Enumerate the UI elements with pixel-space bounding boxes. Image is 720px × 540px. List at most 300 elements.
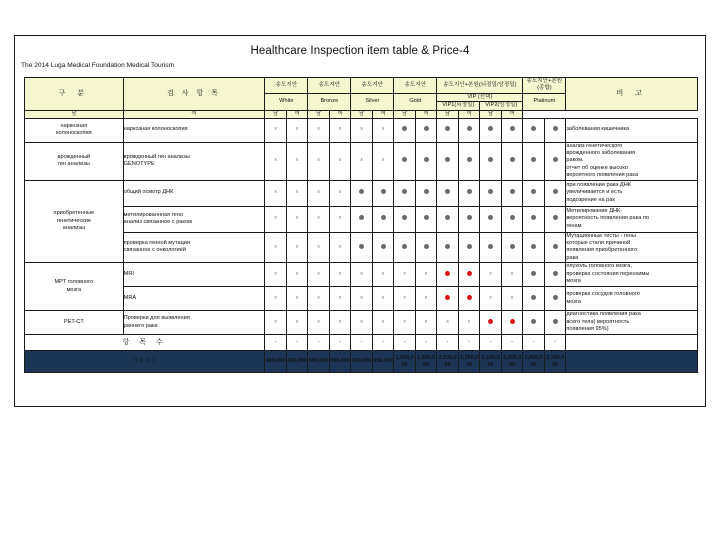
included-dot-icon xyxy=(510,215,515,220)
cell-mark xyxy=(415,142,437,180)
count-value: - xyxy=(372,335,394,351)
excluded-x-icon: x xyxy=(317,157,320,164)
th-sex-female-6: 여 xyxy=(501,110,523,118)
total-price: 2,100,000 xyxy=(437,351,459,373)
count-value: - xyxy=(394,335,416,351)
table-row xyxy=(25,311,698,335)
cell-mark xyxy=(329,311,351,335)
excluded-x-icon: x xyxy=(274,126,277,133)
included-dot-icon xyxy=(359,189,364,194)
cell-mark xyxy=(286,142,308,180)
cell-mark xyxy=(308,206,330,232)
cell-mark xyxy=(265,206,287,232)
page-title: Healthcare Inspection item table & Price-4 xyxy=(250,45,470,57)
cell-mark xyxy=(437,311,459,335)
excluded-x-icon: x xyxy=(317,189,320,196)
th-sex-female-2: 여 xyxy=(329,110,351,118)
cell-mark xyxy=(480,263,502,287)
cell-mark xyxy=(308,287,330,311)
excluded-x-icon: x xyxy=(338,189,342,196)
table-head xyxy=(25,78,698,119)
page-subtitle: The 2014 Luga Medical Foundation Medical Tourism xyxy=(21,62,175,69)
table-body xyxy=(25,118,698,372)
cell-mark xyxy=(437,118,459,142)
cell-mark xyxy=(265,263,287,287)
count-value: - xyxy=(523,335,545,351)
row-item: общий осмотр ДНК xyxy=(123,180,265,206)
cell-mark xyxy=(458,311,480,335)
th-sex-male-6: 남 xyxy=(480,110,502,118)
row-division: приобретенные генетические анализы xyxy=(25,180,124,263)
th-pkg-kr-white: 송도지안 xyxy=(265,78,308,94)
cell-mark xyxy=(394,118,416,142)
cell-mark xyxy=(308,263,330,287)
excluded-x-icon: x xyxy=(338,126,342,133)
cell-mark xyxy=(308,311,330,335)
total-price: 2,200,000 xyxy=(501,351,523,373)
cell-mark xyxy=(480,118,502,142)
cell-mark xyxy=(329,118,351,142)
total-row xyxy=(25,351,698,373)
option-dot-icon xyxy=(488,319,493,324)
included-dot-icon xyxy=(553,244,558,249)
cell-mark xyxy=(372,311,394,335)
excluded-x-icon: x xyxy=(338,157,342,164)
th-item: 검 사 항 목 xyxy=(123,78,265,111)
included-dot-icon xyxy=(531,126,536,131)
excluded-x-icon: x xyxy=(338,215,342,222)
total-label: 이용요금 xyxy=(25,351,265,373)
cell-mark xyxy=(286,263,308,287)
included-dot-icon xyxy=(531,215,536,220)
th-division: 구 분 xyxy=(25,78,124,111)
th-pkg-gold: Gold xyxy=(394,93,437,110)
cell-mark xyxy=(351,142,373,180)
total-price: 1,500,000 xyxy=(415,351,437,373)
excluded-x-icon: x xyxy=(317,243,320,250)
th-pkg-vip-group: VIP (선택) xyxy=(437,93,523,101)
row-remark: диагностика появления рака всего тела( вероятность появления 95%) xyxy=(566,311,698,335)
cell-mark xyxy=(329,142,351,180)
cell-mark xyxy=(458,180,480,206)
cell-mark xyxy=(415,287,437,311)
included-dot-icon xyxy=(510,244,515,249)
excluded-x-icon: x xyxy=(489,294,492,301)
excluded-x-icon: x xyxy=(381,126,385,133)
cell-mark xyxy=(372,180,394,206)
excluded-x-icon: x xyxy=(424,318,428,325)
total-remark xyxy=(566,351,698,373)
excluded-x-icon: x xyxy=(360,157,363,164)
excluded-x-icon: x xyxy=(295,270,299,277)
excluded-x-icon: x xyxy=(295,215,299,222)
cell-mark xyxy=(308,142,330,180)
included-dot-icon xyxy=(467,244,472,249)
cell-mark xyxy=(351,263,373,287)
cell-mark xyxy=(372,142,394,180)
cell-mark xyxy=(544,118,566,142)
included-dot-icon xyxy=(402,126,407,131)
excluded-x-icon: x xyxy=(274,215,277,222)
included-dot-icon xyxy=(445,157,450,162)
option-dot-icon xyxy=(445,295,450,300)
included-dot-icon xyxy=(445,126,450,131)
cell-mark xyxy=(372,118,394,142)
cell-mark xyxy=(372,232,394,263)
excluded-x-icon: x xyxy=(360,126,363,133)
cell-mark xyxy=(286,311,308,335)
excluded-x-icon: x xyxy=(295,243,299,250)
cell-mark xyxy=(265,180,287,206)
option-dot-icon xyxy=(510,319,515,324)
cell-mark xyxy=(308,180,330,206)
cell-mark xyxy=(544,206,566,232)
count-value: - xyxy=(265,335,287,351)
excluded-x-icon: x xyxy=(317,318,320,325)
total-price: 450,000 xyxy=(286,351,308,373)
included-dot-icon xyxy=(488,244,493,249)
option-dot-icon xyxy=(467,295,472,300)
excluded-x-icon: x xyxy=(403,318,406,325)
included-dot-icon xyxy=(553,271,558,276)
count-value: - xyxy=(415,335,437,351)
th-sex-female-0: 여 xyxy=(123,110,265,118)
cell-mark xyxy=(351,180,373,206)
cell-mark xyxy=(480,311,502,335)
cell-mark xyxy=(351,311,373,335)
th-sex-female-5: 여 xyxy=(458,110,480,118)
cell-mark xyxy=(415,118,437,142)
cell-mark xyxy=(480,180,502,206)
included-dot-icon xyxy=(531,189,536,194)
cell-mark xyxy=(437,232,459,263)
row-division: врожденный ген анализы xyxy=(25,142,124,180)
included-dot-icon xyxy=(359,244,364,249)
th-sex-female-1: 여 xyxy=(286,110,308,118)
included-dot-icon xyxy=(402,244,407,249)
excluded-x-icon: x xyxy=(381,318,385,325)
cell-mark xyxy=(394,180,416,206)
cell-mark xyxy=(523,142,545,180)
cell-mark xyxy=(286,206,308,232)
row-division: PET-CT xyxy=(25,311,124,335)
included-dot-icon xyxy=(510,126,515,131)
excluded-x-icon: x xyxy=(510,270,514,277)
cell-mark xyxy=(523,232,545,263)
included-dot-icon xyxy=(488,189,493,194)
included-dot-icon xyxy=(553,126,558,131)
cell-mark xyxy=(351,118,373,142)
included-dot-icon xyxy=(553,215,558,220)
th-pkg-kr-vip: 송도지안+본원(뇌정밀/암정밀) xyxy=(437,78,523,94)
cell-mark xyxy=(265,311,287,335)
excluded-x-icon: x xyxy=(295,157,299,164)
cell-mark xyxy=(480,287,502,311)
row-remark: Мутационные тесты - гены которые стали причиной появления приобретенного рака xyxy=(566,232,698,263)
cell-mark xyxy=(394,287,416,311)
cell-mark xyxy=(286,287,308,311)
included-dot-icon xyxy=(445,244,450,249)
row-item: MRA xyxy=(123,287,265,311)
excluded-x-icon: x xyxy=(274,189,277,196)
total-price: 550,000 xyxy=(329,351,351,373)
cell-mark xyxy=(458,263,480,287)
included-dot-icon xyxy=(467,126,472,131)
included-dot-icon xyxy=(531,295,536,300)
row-remark: при появлении рака ДНК увеличивается и есть подозрение на рак xyxy=(566,180,698,206)
included-dot-icon xyxy=(467,189,472,194)
included-dot-icon xyxy=(531,157,536,162)
th-sex-male-5: 남 xyxy=(437,110,459,118)
excluded-x-icon: x xyxy=(403,294,406,301)
row-division: наркозная колоноскопия xyxy=(25,118,124,142)
excluded-x-icon: x xyxy=(274,243,277,250)
included-dot-icon xyxy=(553,295,558,300)
cell-mark xyxy=(415,263,437,287)
count-value: - xyxy=(351,335,373,351)
cell-mark xyxy=(286,232,308,263)
cell-mark xyxy=(480,206,502,232)
cell-mark xyxy=(544,142,566,180)
excluded-x-icon: x xyxy=(338,318,342,325)
th-pkg-platinum: Platinum xyxy=(523,93,566,110)
cell-mark xyxy=(437,287,459,311)
count-value: - xyxy=(329,335,351,351)
cell-mark xyxy=(501,311,523,335)
included-dot-icon xyxy=(553,157,558,162)
excluded-x-icon: x xyxy=(489,270,492,277)
excluded-x-icon: x xyxy=(274,294,277,301)
cell-mark xyxy=(523,206,545,232)
th-pkg-kr-bronze: 송도지안 xyxy=(308,78,351,94)
th-pkg-kr-silver: 송도지안 xyxy=(351,78,394,94)
excluded-x-icon: x xyxy=(295,294,299,301)
cell-mark xyxy=(351,232,373,263)
included-dot-icon xyxy=(488,215,493,220)
row-item: наркозная колоноскопия xyxy=(123,118,265,142)
count-value: - xyxy=(480,335,502,351)
included-dot-icon xyxy=(510,157,515,162)
total-price: 1,500,000 xyxy=(394,351,416,373)
excluded-x-icon: x xyxy=(360,270,363,277)
table-row xyxy=(25,287,698,311)
cell-mark xyxy=(394,232,416,263)
included-dot-icon xyxy=(359,215,364,220)
excluded-x-icon: x xyxy=(381,157,385,164)
included-dot-icon xyxy=(402,157,407,162)
cell-mark xyxy=(437,263,459,287)
cell-mark xyxy=(458,206,480,232)
table-row xyxy=(25,263,698,287)
total-price: 2,700,000 xyxy=(544,351,566,373)
cell-mark xyxy=(372,263,394,287)
cell-mark xyxy=(329,232,351,263)
count-value: - xyxy=(544,335,566,351)
included-dot-icon xyxy=(424,126,429,131)
cell-mark xyxy=(372,206,394,232)
cell-mark xyxy=(501,232,523,263)
excluded-x-icon: x xyxy=(510,294,514,301)
table-row xyxy=(25,142,698,180)
included-dot-icon xyxy=(445,215,450,220)
cell-mark xyxy=(329,206,351,232)
cell-mark xyxy=(329,287,351,311)
excluded-x-icon: x xyxy=(317,215,320,222)
excluded-x-icon: x xyxy=(295,318,299,325)
th-pkg-silver: Silver xyxy=(351,93,394,110)
cell-mark xyxy=(501,142,523,180)
cell-mark xyxy=(544,232,566,263)
cell-mark xyxy=(501,287,523,311)
excluded-x-icon: x xyxy=(403,270,406,277)
row-remark: проверка сосудов головного мозга xyxy=(566,287,698,311)
count-remark xyxy=(566,335,698,351)
cell-mark xyxy=(265,232,287,263)
excluded-x-icon: x xyxy=(338,270,342,277)
excluded-x-icon: x xyxy=(317,126,320,133)
row-division: МРТ головного мозга xyxy=(25,263,124,311)
cell-mark xyxy=(458,287,480,311)
cell-mark xyxy=(544,311,566,335)
total-price: 500,000 xyxy=(308,351,330,373)
th-pkg-kr-gold: 송도지안 xyxy=(394,78,437,94)
cell-mark xyxy=(544,263,566,287)
cell-mark xyxy=(437,180,459,206)
cell-mark xyxy=(544,180,566,206)
total-price: 400,000 xyxy=(265,351,287,373)
included-dot-icon xyxy=(445,189,450,194)
th-remark: 비 고 xyxy=(566,78,698,111)
cell-mark xyxy=(286,180,308,206)
cell-mark xyxy=(480,232,502,263)
count-label: 항 목 수 xyxy=(25,335,265,351)
table-row xyxy=(25,180,698,206)
th-sex-male-3: 남 xyxy=(351,110,373,118)
cell-mark xyxy=(308,232,330,263)
price-table xyxy=(24,77,698,373)
included-dot-icon xyxy=(402,189,407,194)
excluded-x-icon: x xyxy=(467,318,471,325)
cell-mark xyxy=(415,232,437,263)
row-item: Проверки для выявления раннего рака xyxy=(123,311,265,335)
row-remark: опухоль головного мозга, проверка состояния перенхимы мозга xyxy=(566,263,698,287)
count-value: - xyxy=(286,335,308,351)
excluded-x-icon: x xyxy=(317,294,320,301)
cell-mark xyxy=(265,118,287,142)
included-dot-icon xyxy=(467,215,472,220)
total-price: 2,600,000 xyxy=(523,351,545,373)
cell-mark xyxy=(458,118,480,142)
included-dot-icon xyxy=(553,319,558,324)
row-item: метилированнная гено анализ связанное с раком xyxy=(123,206,265,232)
cell-mark xyxy=(415,206,437,232)
cell-mark xyxy=(523,118,545,142)
excluded-x-icon: x xyxy=(274,157,277,164)
total-price: 650,000 xyxy=(372,351,394,373)
th-sex-female-4: 여 xyxy=(415,110,437,118)
excluded-x-icon: x xyxy=(274,270,277,277)
cell-mark xyxy=(415,180,437,206)
included-dot-icon xyxy=(381,215,386,220)
excluded-x-icon: x xyxy=(381,294,385,301)
cell-mark xyxy=(501,180,523,206)
cell-mark xyxy=(351,287,373,311)
excluded-x-icon: x xyxy=(338,294,342,301)
row-item: MRI xyxy=(123,263,265,287)
cell-mark xyxy=(286,118,308,142)
th-sex-male-0: 남 xyxy=(25,110,124,118)
included-dot-icon xyxy=(531,244,536,249)
included-dot-icon xyxy=(381,244,386,249)
cell-mark xyxy=(394,206,416,232)
included-dot-icon xyxy=(510,189,515,194)
cell-mark xyxy=(394,311,416,335)
header-row-sex xyxy=(25,110,698,118)
row-remark: заболевания кишечника xyxy=(566,118,698,142)
excluded-x-icon: x xyxy=(446,318,449,325)
cell-mark xyxy=(308,118,330,142)
included-dot-icon xyxy=(381,189,386,194)
option-dot-icon xyxy=(467,271,472,276)
th-pkg-kr-platinum: 송도지안+본원(종합) xyxy=(523,78,566,94)
excluded-x-icon: x xyxy=(274,318,277,325)
cell-mark xyxy=(523,311,545,335)
included-dot-icon xyxy=(424,215,429,220)
document-frame xyxy=(14,35,706,407)
included-dot-icon xyxy=(424,157,429,162)
option-dot-icon xyxy=(445,271,450,276)
cell-mark xyxy=(329,263,351,287)
table-row xyxy=(25,206,698,232)
cell-mark xyxy=(458,142,480,180)
excluded-x-icon: x xyxy=(381,270,385,277)
included-dot-icon xyxy=(424,244,429,249)
cell-mark xyxy=(265,142,287,180)
th-pkg-bronze: Bronze xyxy=(308,93,351,110)
cell-mark xyxy=(544,287,566,311)
count-value: - xyxy=(437,335,459,351)
cell-mark xyxy=(523,263,545,287)
cell-mark xyxy=(501,206,523,232)
cell-mark xyxy=(501,118,523,142)
included-dot-icon xyxy=(402,215,407,220)
excluded-x-icon: x xyxy=(424,294,428,301)
cell-mark xyxy=(394,263,416,287)
included-dot-icon xyxy=(488,157,493,162)
cell-mark xyxy=(458,232,480,263)
th-pkg-white: White xyxy=(265,93,308,110)
row-remark: Метилирование ДНК- вероятность появления рака по генам xyxy=(566,206,698,232)
excluded-x-icon: x xyxy=(295,126,299,133)
cell-mark xyxy=(437,142,459,180)
row-item: проверка генной мутации связанное с онкологией xyxy=(123,232,265,263)
excluded-x-icon: x xyxy=(338,243,342,250)
row-remark: анализ генетического врожденного заболевания раком, отчет об оценке высоко вероятного появления рака xyxy=(566,142,698,180)
count-value: - xyxy=(458,335,480,351)
cell-mark xyxy=(351,206,373,232)
included-dot-icon xyxy=(553,189,558,194)
cell-mark xyxy=(329,180,351,206)
row-item: врожденный ген анализы GENOTYPE xyxy=(123,142,265,180)
table-row xyxy=(25,118,698,142)
table-row xyxy=(25,232,698,263)
th-sex-male-4: 남 xyxy=(394,110,416,118)
th-sex-female-3: 여 xyxy=(372,110,394,118)
included-dot-icon xyxy=(531,319,536,324)
cell-mark xyxy=(265,287,287,311)
cell-mark xyxy=(501,263,523,287)
total-price: 2,200,000 xyxy=(458,351,480,373)
